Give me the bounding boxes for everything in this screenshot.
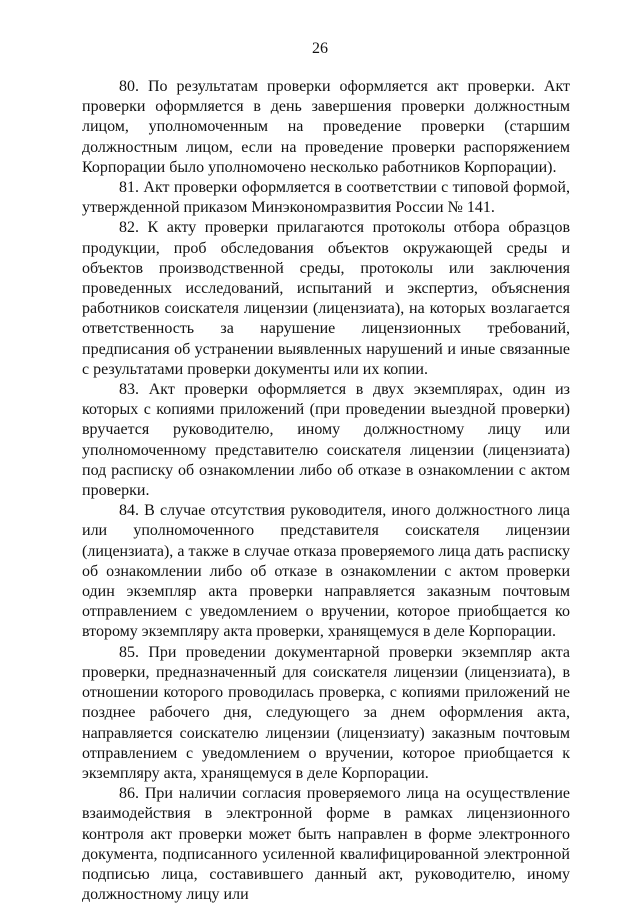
paragraph-83: 83. Акт проверки оформляется в двух экземплярах, один из которых с копиями приложений (при проведении выездной проверки) вручается руководителю, иному должностному лицу или уполномоченному представителю соискателя лицензии (лицензиата) под расписку об ознакомлении либо об отказе в ознакомлении с актом проверки. (82, 381, 570, 500)
page-number: 26 (312, 40, 328, 57)
paragraph-82: 82. К акту проверки прилагаются протоколы отбора образцов продукции, проб обследования объектов окружающей среды и объектов производственной среды, протоколы или заключения проведенных исследований, испытаний и экспертиз, объяснения работников соискателя лицензии (лицензиата), на которых возлагается ответственность за нарушение лицензионных требований, предписания об устранении выявленных нарушений и иные связанные с результатами проверки документы или их копии. (82, 219, 570, 378)
paragraph-81: 81. Акт проверки оформляется в соответствии с типовой формой, утвержденной приказом Минэкономразвития России № 141. (82, 179, 570, 217)
paragraph-84: 84. В случае отсутствия руководителя, иного должностного лица или уполномоченного представителя соискателя лицензии (лицензиата), а также в случае отказа проверяемого лица дать расписку об ознакомлении либо об отказе в ознакомлении с актом проверки один экземпляр акта проверки направляется заказным почтовым отправлением с уведомлением о вручении, которое приобщается ко второму экземпляру акта проверки, хранящемуся в деле Корпорации. (82, 502, 570, 641)
paragraph-80: 80. По результатам проверки оформляется акт проверки. Акт проверки оформляется в день завершения проверки должностным лицом, уполномоченным на проведение проверки (старшим должностным лицом, если на проведение проверки распоряжением Корпорации было уполномочено несколько работников Корпорации). (82, 78, 570, 176)
paragraph-85: 85. При проведении документарной проверки экземпляр акта проверки, предназначенный для соискателя лицензии (лицензиата), в отношении которого проводилась проверка, с копиями приложений не позднее рабочего дня, следующего за днем оформления акта, направляется соискателю лицензии (лицензиату) заказным почтовым отправлением с уведомлением о вручении, которое приобщается к экземпляру акта, хранящемуся в деле Корпорации. (82, 643, 570, 782)
paragraph-86: 86. При наличии согласия проверяемого лица на осуществление взаимодействия в электронной форме в рамках лицензионного контроля акт проверки может быть направлен в форме электронного документа, подписанного усиленной квалифицированной электронной подписью лица, составившего данный акт, руководителю, иному должностному лицу или (82, 785, 570, 904)
document-body (82, 77, 570, 905)
